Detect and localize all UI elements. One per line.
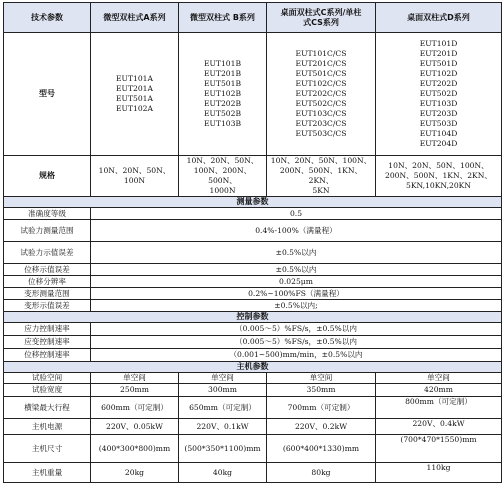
host-value-d: 单空间 [376,373,502,384]
host-label: 主机尺寸 [4,435,91,463]
host-row [4,373,502,384]
host-value-c: 350mm [267,384,376,397]
header-series-a: 微型双柱式A系列 [91,3,179,33]
measure-value: 0.025μm [91,276,502,288]
model-item: EUT102B [203,89,242,98]
model-item: EUT502C/CS [295,99,347,108]
model-label: 型号 [4,33,91,156]
control-row [4,349,502,362]
model-item: EUT203D [419,109,458,118]
spec-b [179,156,267,197]
model-item: EUT203C/CS [295,119,347,128]
host-row [4,419,502,435]
measure-row [4,208,502,220]
spec-line: 200N、500N、1KN、2KN、 [279,166,363,185]
spec-line: 10N、20N、50N、 [186,156,259,165]
spec-c [267,156,376,197]
model-item: EUT501D [419,59,458,68]
model-item: EUT202C/CS [295,89,347,98]
model-item: EUT101A [116,74,153,83]
spec-line: 10N、20N、50N、 [98,166,171,175]
spec-a [91,156,179,197]
measure-section-row [4,197,502,208]
model-item: EUT101B [203,59,242,68]
spec-line: 200N、500N、1KN、2KN、 [385,171,492,180]
control-label: 应力控制速率 [4,323,91,336]
spec-d [376,156,502,197]
control-value: （0.001~500)mm/min，±0.5%以内 [91,349,502,362]
host-value-a: 220V、0.05kW [91,419,179,435]
host-value-d: (700*470*1550)mm [376,435,502,463]
measure-row [4,288,502,300]
spec-table [3,2,502,483]
host-value-b: 650mm（可定制） [179,397,267,419]
measure-label: 位移示值误差 [4,264,91,276]
model-item: EUT502B [203,109,242,118]
control-label: 应变控制速率 [4,336,91,349]
measure-value: ±0.5%以内 [91,242,502,264]
model-item: EUT201D [419,49,458,58]
model-d [376,33,502,156]
model-item: EUT503C/CS [295,129,347,138]
measure-label: 准确度等级 [4,208,91,220]
host-value-a: (400*300*800)mm [91,435,179,463]
spec-line: 10N、20N、50N、100N、 [388,161,489,170]
host-value-d: 420mm [376,384,502,397]
control-section-row [4,312,502,323]
measure-row [4,220,502,242]
model-c [267,33,376,156]
header-series-d: 桌面双柱式D系列 [376,3,502,33]
model-item: EUT103C/CS [295,109,347,118]
host-value-d: 110kg [376,463,502,483]
control-label: 位移控制速率 [4,349,91,362]
model-item: EUT502D [419,89,458,98]
spec-line: 100N [123,176,146,185]
host-value-b: (500*350*1100)mm [179,435,267,463]
host-value-d: 800mm（可定制） [376,397,502,419]
spec-label: 规格 [4,156,91,197]
model-item: EUT201A [116,84,153,93]
measure-label: 变形示值误差 [4,300,91,312]
host-section-row [4,362,502,373]
model-item: EUT101C/CS [295,49,347,58]
model-item: EUT102C/CS [295,79,347,88]
host-value-d: 220V、0.4kW [376,419,502,435]
host-row [4,397,502,419]
model-item: EUT501B [203,79,242,88]
host-value-c: 220V、0.2kW [267,419,376,435]
host-value-b: 300mm [179,384,267,397]
control-value: （0.005～5）%FS/s，±0.5%以内 [91,323,502,336]
host-label: 试验宽度 [4,384,91,397]
measure-value: 0.5 [91,208,502,220]
measure-row [4,242,502,264]
measure-value: ±0.5%以内 [91,264,502,276]
header-series-c [267,3,376,33]
model-b [179,33,267,156]
measure-value: 0.2%~100%FS（满量程） [91,288,502,300]
host-value-a: 单空间 [91,373,179,384]
measure-value: 0.4%-100%（满量程） [91,220,502,242]
header-series-b: 微型双柱式 B系列 [179,3,267,33]
header-row [4,3,502,33]
control-row [4,323,502,336]
spec-line: 5KN [312,186,330,195]
header-series-c-line1: 桌面双柱式C系列/单柱 [280,7,362,17]
measure-row [4,276,502,288]
control-section-title: 控制参数 [4,312,502,323]
model-item: EUT103D [419,99,458,108]
measure-label: 试验力测量范围 [4,220,91,242]
measure-label: 变形测量范围 [4,288,91,300]
model-item: EUT202D [419,79,458,88]
host-value-b: 单空间 [179,373,267,384]
measure-value: ±0.5%以内; [91,300,502,312]
model-item: EUT103B [203,119,242,128]
host-value-c: (600*400*1330)mm [267,435,376,463]
host-section-title: 主机参数 [4,362,502,373]
host-row [4,463,502,483]
spec-line: 10N、20N、50N、100N、 [270,156,372,165]
model-item: EUT102D [419,69,458,78]
header-param: 技术参数 [4,3,91,33]
host-row [4,384,502,397]
host-row [4,435,502,463]
control-value: （0.005～5）%FS/s，±0.5%以内 [91,336,502,349]
model-item: EUT104D [419,129,458,138]
model-row [4,33,502,156]
host-value-b: 40kg [179,463,267,483]
model-item: EUT201C/CS [295,59,347,68]
header-series-c-line2: 式CS系列 [303,17,339,27]
model-item: EUT501A [116,94,153,103]
host-value-a: 20kg [91,463,179,483]
host-value-a: 250mm [91,384,179,397]
spec-line: 5KN,10KN,20KN [406,181,471,190]
model-item: EUT101D [419,39,458,48]
spec-line: 1000N [209,186,236,195]
measure-section-title: 测量参数 [4,197,502,208]
measure-row [4,300,502,312]
model-item: EUT204D [419,139,458,148]
host-label: 横梁最大行程 [4,397,91,419]
host-value-a: 600mm（可定制） [91,397,179,419]
spec-line: 100N、200N、500N、 [193,166,252,185]
model-item: EUT501C/CS [295,69,347,78]
model-item: EUT201B [203,69,242,78]
spec-row [4,156,502,197]
model-item: EUT503D [419,119,458,128]
host-value-c: 700mm（可定制） [267,397,376,419]
measure-row [4,264,502,276]
model-item: EUT102A [116,104,153,113]
host-value-c: 单空间 [267,373,376,384]
measure-label: 试验力示值误差 [4,242,91,264]
control-row [4,336,502,349]
host-label: 试验空间 [4,373,91,384]
model-a [91,33,179,156]
host-label: 主机重量 [4,463,91,483]
host-value-b: 220V、0.1kW [179,419,267,435]
measure-label: 位移分辨率 [4,276,91,288]
host-value-c: 80kg [267,463,376,483]
host-label: 主机电源 [4,419,91,435]
model-item: EUT202B [203,99,242,108]
